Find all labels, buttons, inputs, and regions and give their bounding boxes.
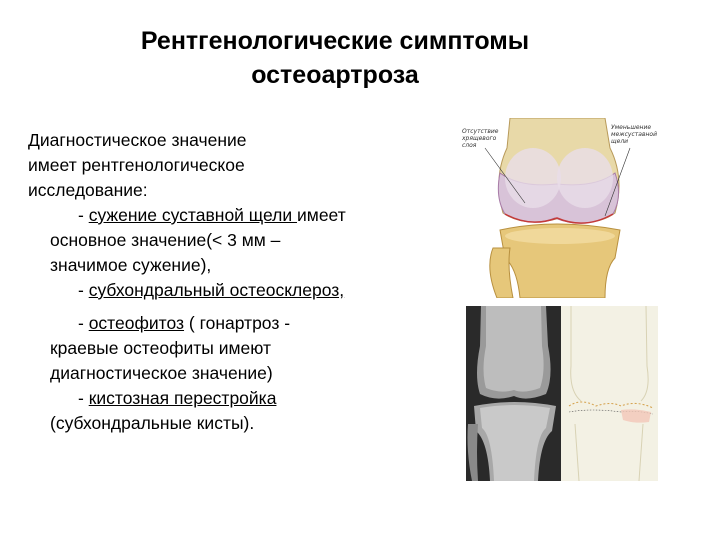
- symptoms-text: [28, 128, 448, 436]
- item4-line-2: (субхондральные кисты).: [50, 413, 255, 433]
- link-osteophytosis[interactable]: остеофитоз: [88, 313, 185, 333]
- knee-xray-image: [466, 306, 561, 481]
- page-title: [40, 24, 630, 92]
- title-line-1: Рентгенологические симптомы: [140, 27, 530, 55]
- item1-line-2: основное значение(< 3 мм –: [50, 230, 281, 250]
- knee-xray-outline-sketch: [561, 306, 658, 481]
- item3-line-2: краевые остеофиты имеют: [50, 338, 272, 358]
- item-joint-space-narrowing: - сужение суставной щели имеет: [78, 205, 346, 225]
- item-subchondral-sclerosis: - субхондральный остеосклероз,: [78, 280, 345, 300]
- link-cystic-remodeling[interactable]: кистозная перестройка: [88, 388, 277, 408]
- callout-joint-space-reduction: Уменьшение межсуставной щели: [611, 124, 657, 145]
- item3-line-3: диагностическое значение): [50, 363, 273, 383]
- item-cystic-remodeling: - кистозная перестройка: [78, 388, 277, 408]
- item1-line-3: значимое сужение),: [50, 255, 212, 275]
- intro-line-1: Диагностическое значение: [28, 130, 247, 150]
- intro-line-3: исследование:: [28, 180, 148, 200]
- callout-cartilage-loss: Отсутствие хрящевого слоя: [462, 128, 499, 149]
- title-line-2: остеоартроза: [251, 61, 419, 89]
- link-joint-space-narrowing[interactable]: сужение суставной щели: [88, 205, 298, 225]
- intro-line-2: имеет рентгенологическое: [28, 155, 245, 175]
- item-osteophytosis: - остеофитоз ( гонартроз -: [78, 313, 291, 333]
- link-subchondral-sclerosis[interactable]: субхондральный остеосклероз,: [88, 280, 345, 300]
